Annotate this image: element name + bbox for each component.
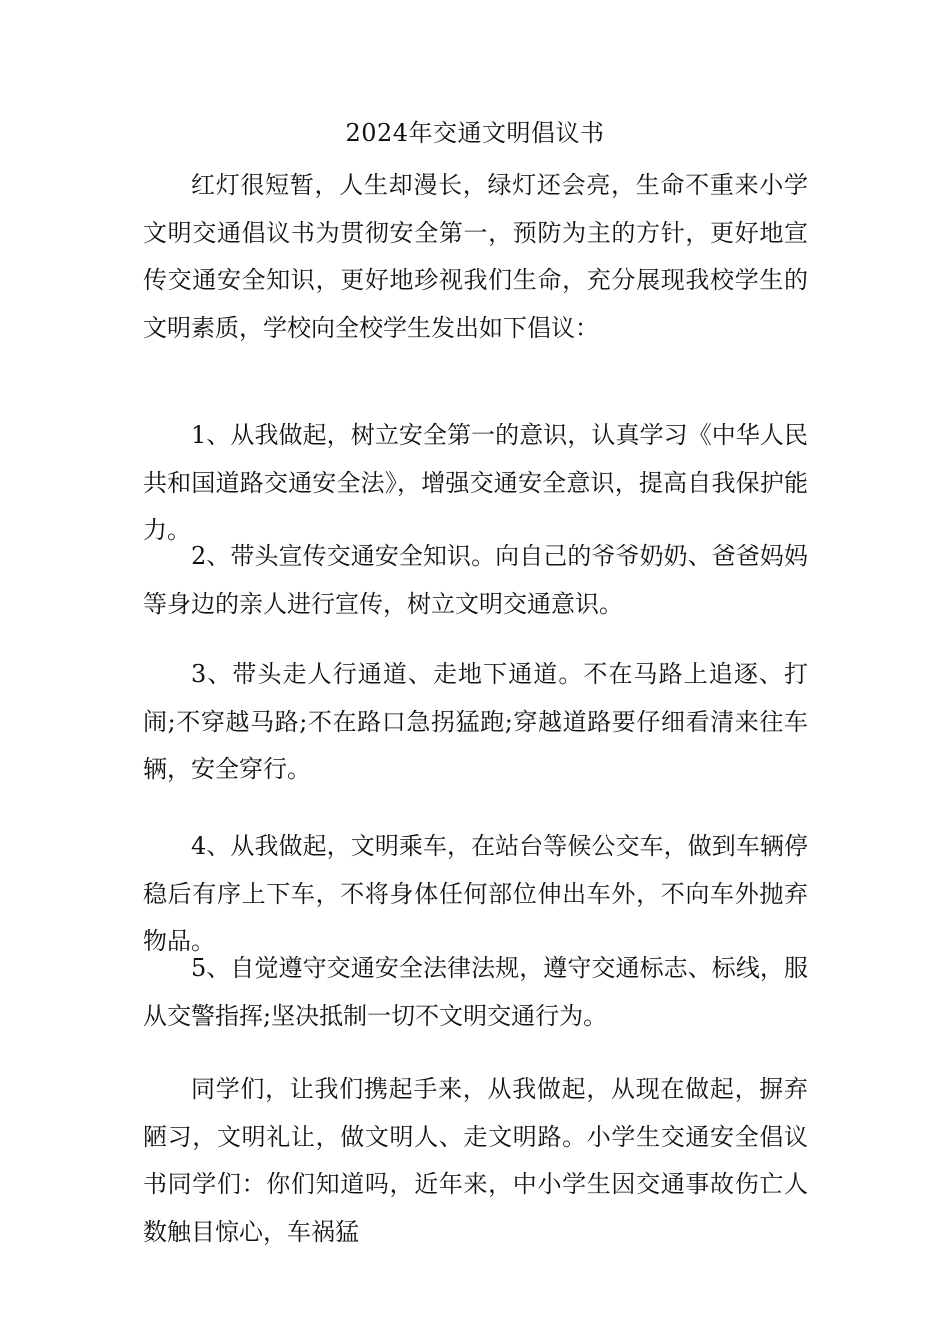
- proposal-item-3: 3、带头走人行通道、走地下通道。不在马路上追逐、打闹;不穿越马路;不在路口急拐猛跑;穿越道路要仔细看清来往车辆，安全穿行。: [143, 660, 808, 783]
- intro-paragraph: 红灯很短暂，人生却漫长，绿灯还会亮，生命不重来小学文明交通倡议书为贯彻安全第一，预防为主的方针，更好地宣传交通安全知识，更好地珍视我们生命，充分展现我校学生的文明素质，学校向全校学生发出如下倡议：: [143, 171, 808, 342]
- closing-paragraph: 同学们，让我们携起手来，从我做起，从现在做起，摒弃陋习，文明礼让，做文明人、走文明路。小学生交通安全倡议书同学们：你们知道吗，近年来，中小学生因交通事故伤亡人数触目惊心，车祸猛: [143, 1075, 808, 1246]
- proposal-item-1: 1、从我做起，树立安全第一的意识，认真学习《中华人民共和国道路交通安全法》，增强交通安全意识，提高自我保护能力。: [143, 421, 808, 544]
- proposal-item-2: 2、带头宣传交通安全知识。向自己的爷爷奶奶、爸爸妈妈等身边的亲人进行宣传，树立文明交通意识。: [143, 542, 808, 618]
- proposal-item-5: 5、自觉遵守交通安全法律法规，遵守交通标志、标线，服从交警指挥;坚决抵制一切不文明交通行为。: [143, 954, 808, 1030]
- document-title: 2024年交通文明倡议书: [345, 119, 605, 147]
- proposal-item-4: 4、从我做起，文明乘车，在站台等候公交车，做到车辆停稳后有序上下车，不将身体任何部位伸出车外，不向车外抛弃物品。: [143, 832, 808, 955]
